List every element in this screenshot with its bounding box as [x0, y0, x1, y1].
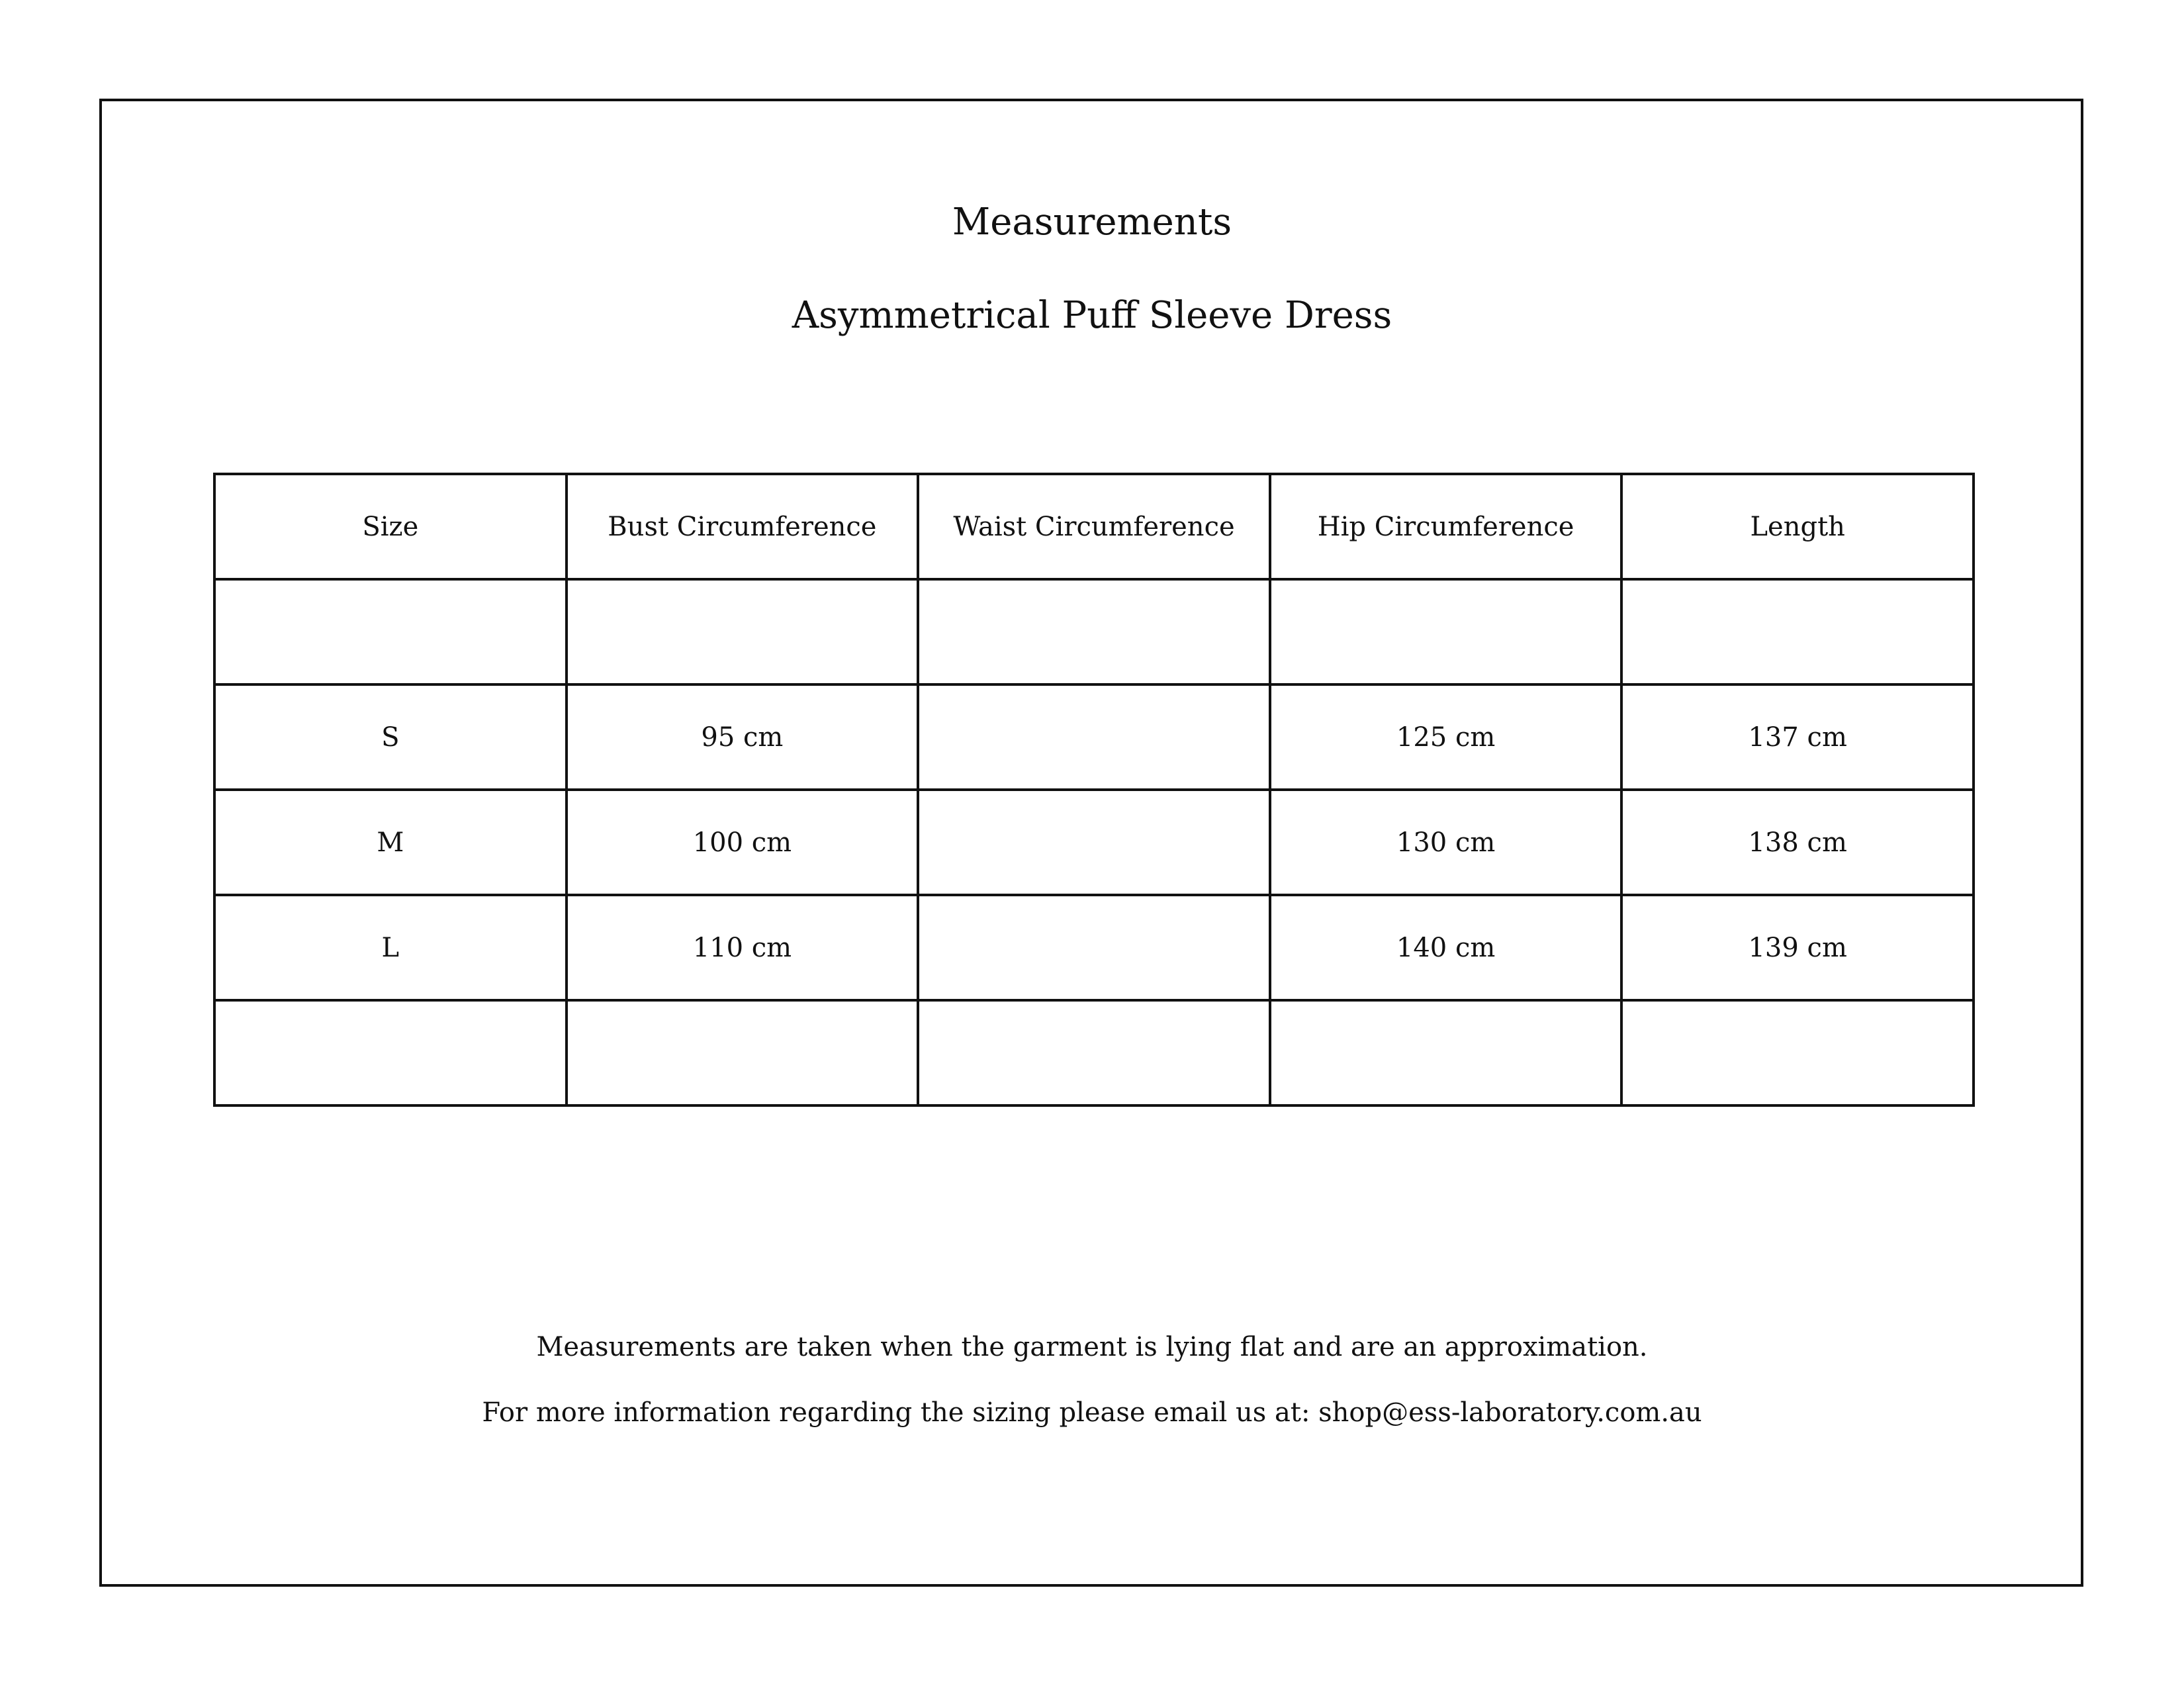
table-header-row [214, 474, 1974, 579]
cell-bust: 95 cm [567, 684, 919, 790]
cell-length: 138 cm [1621, 790, 1974, 895]
table-row [214, 1000, 1974, 1105]
cell-size: S [214, 684, 567, 790]
cell-hip [1270, 1000, 1622, 1105]
header-waist: Waist Circumference [918, 474, 1270, 579]
cell-length: 137 cm [1621, 684, 1974, 790]
cell-hip: 125 cm [1270, 684, 1622, 790]
cell-waist [918, 579, 1270, 684]
cell-hip [1270, 579, 1622, 684]
cell-size [214, 579, 567, 684]
table-row [214, 579, 1974, 684]
cell-bust [567, 1000, 919, 1105]
table-row [214, 895, 1974, 1000]
header-length: Length [1621, 474, 1974, 579]
size-chart-table [213, 473, 1975, 1107]
contact-note: For more information regarding the sizing please email us at: shop@ess-laboratory.com.au [482, 1397, 1702, 1428]
cell-bust [567, 579, 919, 684]
table-row [214, 790, 1974, 895]
cell-length: 139 cm [1621, 895, 1974, 1000]
cell-bust: 100 cm [567, 790, 919, 895]
table-row [214, 684, 1974, 790]
cell-waist [918, 684, 1270, 790]
cell-waist [918, 790, 1270, 895]
cell-hip: 140 cm [1270, 895, 1622, 1000]
header-bust: Bust Circumference [567, 474, 919, 579]
cell-size: M [214, 790, 567, 895]
cell-size: L [214, 895, 567, 1000]
cell-waist [918, 1000, 1270, 1105]
cell-bust: 110 cm [567, 895, 919, 1000]
product-name: Asymmetrical Puff Sleeve Dress [792, 294, 1392, 337]
cell-hip: 130 cm [1270, 790, 1622, 895]
cell-waist [918, 895, 1270, 1000]
page-title: Measurements [952, 201, 1232, 244]
header-size: Size [214, 474, 567, 579]
cell-length [1621, 579, 1974, 684]
header-hip: Hip Circumference [1270, 474, 1622, 579]
measurement-note: Measurements are taken when the garment is lying flat and are an approximation. [536, 1332, 1648, 1362]
cell-size [214, 1000, 567, 1105]
cell-length [1621, 1000, 1974, 1105]
